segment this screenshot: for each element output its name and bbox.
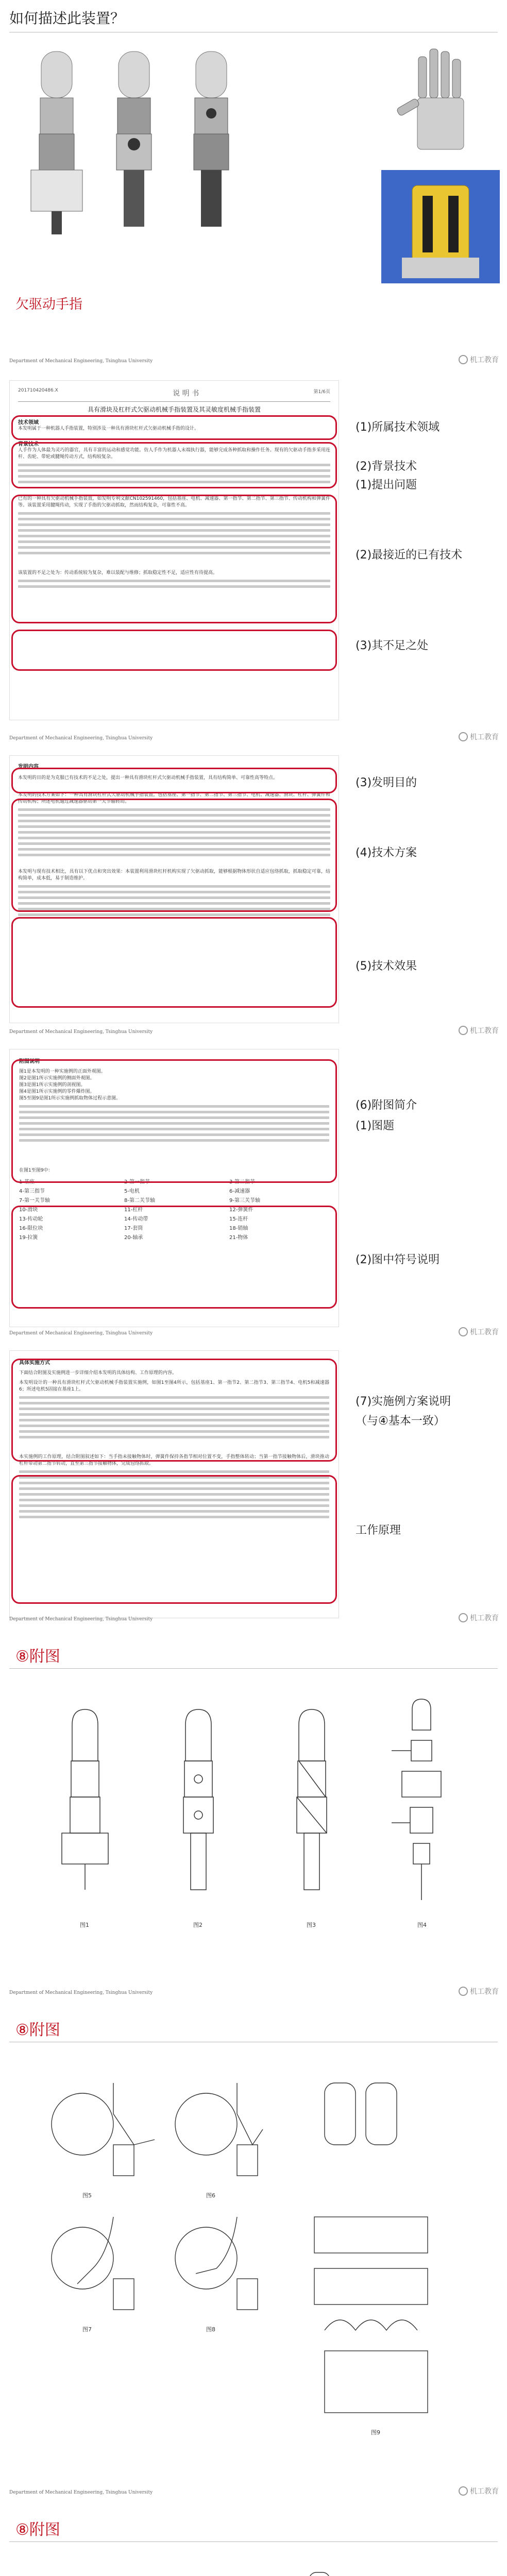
doc-heading: 说 明 书 <box>173 389 199 398</box>
section-text: 人手作为人体最为灵巧的器官，具有丰富的运动和感觉功能。仿人手作为机器人末端执行器，能够完成各种抓取和操作任务。现有的欠驱动手指多采用连杆、齿轮、带轮或腱绳传动方式，结构较复杂。 <box>18 448 330 460</box>
figure-description: 图3是图1所示实施例的剖视图。 <box>19 1082 86 1088</box>
figure-description: 图4是图1所示实施例的零件爆炸图。 <box>19 1089 95 1094</box>
part-item: 6-减速器 <box>229 1189 250 1194</box>
logo-icon <box>459 1613 468 1622</box>
finger-renders <box>21 41 278 242</box>
slide-1 <box>0 0 507 369</box>
slide-3 <box>0 751 507 1040</box>
note-embodiment: (7)实施例方案说明 <box>356 1395 451 1408</box>
part-item: 5-电机 <box>124 1189 140 1194</box>
section-heading: 具体实施方式 <box>19 1360 50 1366</box>
highlight-parts <box>11 1206 337 1309</box>
patent-figures-1-4 <box>31 1694 484 1910</box>
title-rule <box>9 2541 498 2542</box>
slide-title: 如何描述此装置？ <box>9 10 125 27</box>
figure-caption: 图9 <box>371 2429 380 2436</box>
note-principle: 工作原理 <box>356 1524 401 1537</box>
part-item: 13-传动轮 <box>19 1216 43 1222</box>
logo-icon <box>459 732 468 741</box>
figure-caption: 图5 <box>82 2192 92 2199</box>
part-item: 19-拉簧 <box>19 1235 38 1241</box>
title-rule <box>9 1668 498 1669</box>
note-prior-art: (2)最接近的已有技术 <box>356 549 463 562</box>
doc-title: 具有滑块及杠杆式欠驱动机械手指装置及其灵敏度机械手指装置 <box>87 406 261 413</box>
logo-icon <box>459 355 468 364</box>
slide-title: ⑧附图 <box>15 1648 60 1666</box>
footer-text: Department of Mechanical Engineering, Tsinghua University <box>9 1990 153 1995</box>
note-effect: (5)技术效果 <box>356 960 417 973</box>
figure-description: 图1是本发明的一种实施例的正面外观图。 <box>19 1069 106 1074</box>
paragraph-text: 本实施例的工作原理，结合附图叙述如下：当手指未接触物体时，弹簧件保持各指节相对位置不变，手指整体转动；当第一指节接触物体后，滑块推动杠杆带动第二指节转动，直至第三指节接触物体，完成包络抓取。 <box>19 1454 329 1466</box>
note-symbols: (2)图中符号说明 <box>356 1253 440 1266</box>
note-figure-intro: (6)附图简介 <box>356 1099 417 1112</box>
note-figure-titles: (1)图题 <box>356 1120 395 1132</box>
part-item: 10-滑块 <box>19 1207 38 1213</box>
section-heading: 附图说明 <box>19 1059 40 1064</box>
slide-title: ⑧附图 <box>15 2021 60 2039</box>
footer-text: Department of Mechanical Engineering, Tsinghua University <box>9 736 153 741</box>
highlight-figure-list <box>11 1059 337 1183</box>
doc-divider <box>18 401 330 402</box>
robot-hand-image <box>381 41 500 160</box>
highlight-solution <box>11 799 337 912</box>
figure-8 <box>175 2217 258 2310</box>
logo-text: 机工教育 <box>470 2487 499 2496</box>
hand-assembly <box>235 2572 428 2576</box>
logo <box>459 1986 499 1996</box>
figure-9 <box>314 2083 428 2413</box>
note-field: (1)所属技术领域 <box>356 421 440 434</box>
figure-caption: 图4 <box>417 1922 427 1928</box>
section-text: 已有的一种具有欠驱动机械手指装置，如发明专利文献CN102591460，包括基座、电机、减速器、第一指节、第二指节、第三指节、传动机构和弹簧件等。该装置采用腱绳传动，实现了手指的欠驱动抓取，然而结构复杂，可靠性不高。 <box>18 496 330 508</box>
logo-text: 机工教育 <box>470 1988 499 1996</box>
underactuated-finger-label: 欠驱动手指 <box>15 297 83 312</box>
part-item: 11-杠杆 <box>124 1207 143 1213</box>
note-solution: (4)技术方案 <box>356 846 417 859</box>
logo-text: 机工教育 <box>470 1027 499 1035</box>
figure-description: 图2是图1所示实施例的侧面外观图。 <box>19 1076 95 1081</box>
highlight-prior-art <box>11 495 337 623</box>
paragraph-text: 本发明的目的是为克服已有技术的不足之处，提出一种具有滑块杠杆式欠驱动机械手指装置，具有结构简单、可靠性高等特点。 <box>18 775 278 781</box>
figure-7 <box>52 2217 134 2310</box>
highlight-field <box>11 415 337 440</box>
logo-icon <box>459 1026 468 1035</box>
logo <box>459 1613 499 1623</box>
part-item: 16-限位块 <box>19 1226 43 1231</box>
part-item: 2-第一指节 <box>124 1179 150 1185</box>
doc-header <box>18 388 330 398</box>
patent-figures-5-9 <box>36 2062 479 2454</box>
figure-caption: 图1 <box>80 1922 89 1928</box>
logo-text: 机工教育 <box>470 733 499 741</box>
footer-text: Department of Mechanical Engineering, Tsinghua University <box>9 1029 153 1035</box>
logo <box>459 1327 499 1337</box>
logo <box>459 1025 499 1036</box>
part-item: 17-套筒 <box>124 1226 143 1231</box>
footer-text: Department of Mechanical Engineering, Tsinghua University <box>9 2490 153 2495</box>
slide-8 <box>0 2505 507 2576</box>
figure-4 <box>392 1699 441 1900</box>
part-item: 12-弹簧件 <box>229 1207 254 1213</box>
slide-6 <box>0 1632 507 2001</box>
part-item: 15-连杆 <box>229 1216 248 1222</box>
part-item: 4-第三指节 <box>19 1189 45 1194</box>
logo <box>459 2486 499 2496</box>
logo <box>459 354 499 365</box>
footer-text: Department of Mechanical Engineering, Tsinghua University <box>9 1617 153 1622</box>
gripper-photo <box>381 170 500 283</box>
highlight-deficiency <box>11 630 337 671</box>
section-text: 本发明属于一种机器人手指装置，特别涉及一种具有滑块杠杆式欠驱动机械手指的设计。 <box>18 426 199 431</box>
part-item: 1-基座 <box>19 1179 35 1185</box>
logo-text: 机工教育 <box>470 356 499 364</box>
part-item: 21-物体 <box>229 1235 248 1241</box>
figure-caption: 图2 <box>193 1922 202 1928</box>
doc-number: 201710420486.X <box>18 388 58 393</box>
figure-1 <box>62 1709 108 1890</box>
logo <box>459 732 499 742</box>
paragraph-text: 下面结合附图及实施例进一步详细介绍本发明的具体结构、工作原理的内容。 <box>19 1370 177 1376</box>
parts-heading: 在图1至图9中： <box>19 1168 53 1173</box>
logo-icon <box>459 1327 468 1336</box>
footer-text: Department of Mechanical Engineering, Tsinghua University <box>9 359 153 364</box>
highlight-principle <box>11 1475 337 1604</box>
figure-caption: 图7 <box>82 2326 92 2333</box>
note-problem: (1)提出问题 <box>356 479 417 492</box>
logo-text: 机工教育 <box>470 1614 499 1622</box>
highlight-purpose <box>11 768 337 793</box>
figure-5 <box>52 2083 155 2176</box>
section-text: 该装置的不足之处为：传动系统较为复杂，难以装配与维修；抓取稳定性不足，适应性有待提高。 <box>18 570 218 575</box>
figure-description: 图5至图9是图1所示实施例抓取物体过程示意图。 <box>19 1096 121 1101</box>
note-background: (2)背景技术 <box>356 460 417 473</box>
highlight-embodiment <box>11 1359 337 1462</box>
footer-text: Department of Mechanical Engineering, Tsinghua University <box>9 1331 153 1336</box>
part-item: 18-销轴 <box>229 1226 248 1231</box>
logo-text: 机工教育 <box>470 1328 499 1336</box>
figure-caption: 图8 <box>206 2326 215 2333</box>
slide-4 <box>0 1045 507 1341</box>
figure-2 <box>183 1709 213 1890</box>
note-consistency: （与④基本一致） <box>356 1415 445 1428</box>
slide-2 <box>0 375 507 746</box>
part-item: 20-轴承 <box>124 1235 143 1241</box>
note-deficiency: (3)其不足之处 <box>356 639 429 652</box>
paragraph-text: 本发明与现有技术相比，具有以下优点和突出效果：本装置利用滑块杠杆机构实现了欠驱动抓取，能够根据物体形状自适应包络抓取，抓取稳定可靠，结构简单，成本低，易于制造维护。 <box>18 869 330 881</box>
slide-5 <box>0 1346 507 1627</box>
finger-render-3 <box>194 52 229 227</box>
figure-6 <box>175 2083 263 2176</box>
highlight-effect <box>11 917 337 1008</box>
section-heading: 技术领域 <box>18 420 39 426</box>
finger-render-2 <box>116 52 151 227</box>
finger-render-1 <box>31 52 82 234</box>
part-item: 14-传动带 <box>124 1216 148 1222</box>
part-item: 7-第一关节轴 <box>19 1198 50 1204</box>
paragraph-text: 本发明设计的一种具有滑块杠杆式欠驱动机械手指装置实施例，如图1至图4所示，包括基座1、第一指节2、第二指节3、第三指节4、电机5和减速器6；所述电机5固接在基座1上。 <box>19 1380 329 1392</box>
figure-caption: 图3 <box>307 1922 316 1928</box>
logo-icon <box>459 2486 468 2496</box>
part-item: 8-第二关节轴 <box>124 1198 155 1204</box>
logo-icon <box>459 1987 468 1996</box>
doc-page-number: 第1/6页 <box>313 389 330 395</box>
slide-7 <box>0 2006 507 2500</box>
section-heading: 背景技术 <box>18 442 39 447</box>
section-heading: 发明内容 <box>18 764 39 770</box>
note-purpose: (3)发明目的 <box>356 776 417 789</box>
figure-3 <box>297 1709 327 1890</box>
paragraph-text: 本发明的技术方案如下：一种具有滑块杠杆式欠驱动机械手指装置，包括基座、第一指节、第二指节、第三指节、电机、减速器、滑块、杠杆、弹簧件和传动机构；所述电机通过减速器驱动第一关节轴转动。 <box>18 792 330 804</box>
slide-title: ⑧附图 <box>15 2521 60 2539</box>
part-item: 9-第三关节轴 <box>229 1198 260 1204</box>
highlight-background <box>11 442 337 488</box>
part-item: 3-第二指节 <box>229 1179 255 1185</box>
patent-figures-hand <box>21 2552 484 2576</box>
figure-caption: 图6 <box>206 2192 215 2199</box>
